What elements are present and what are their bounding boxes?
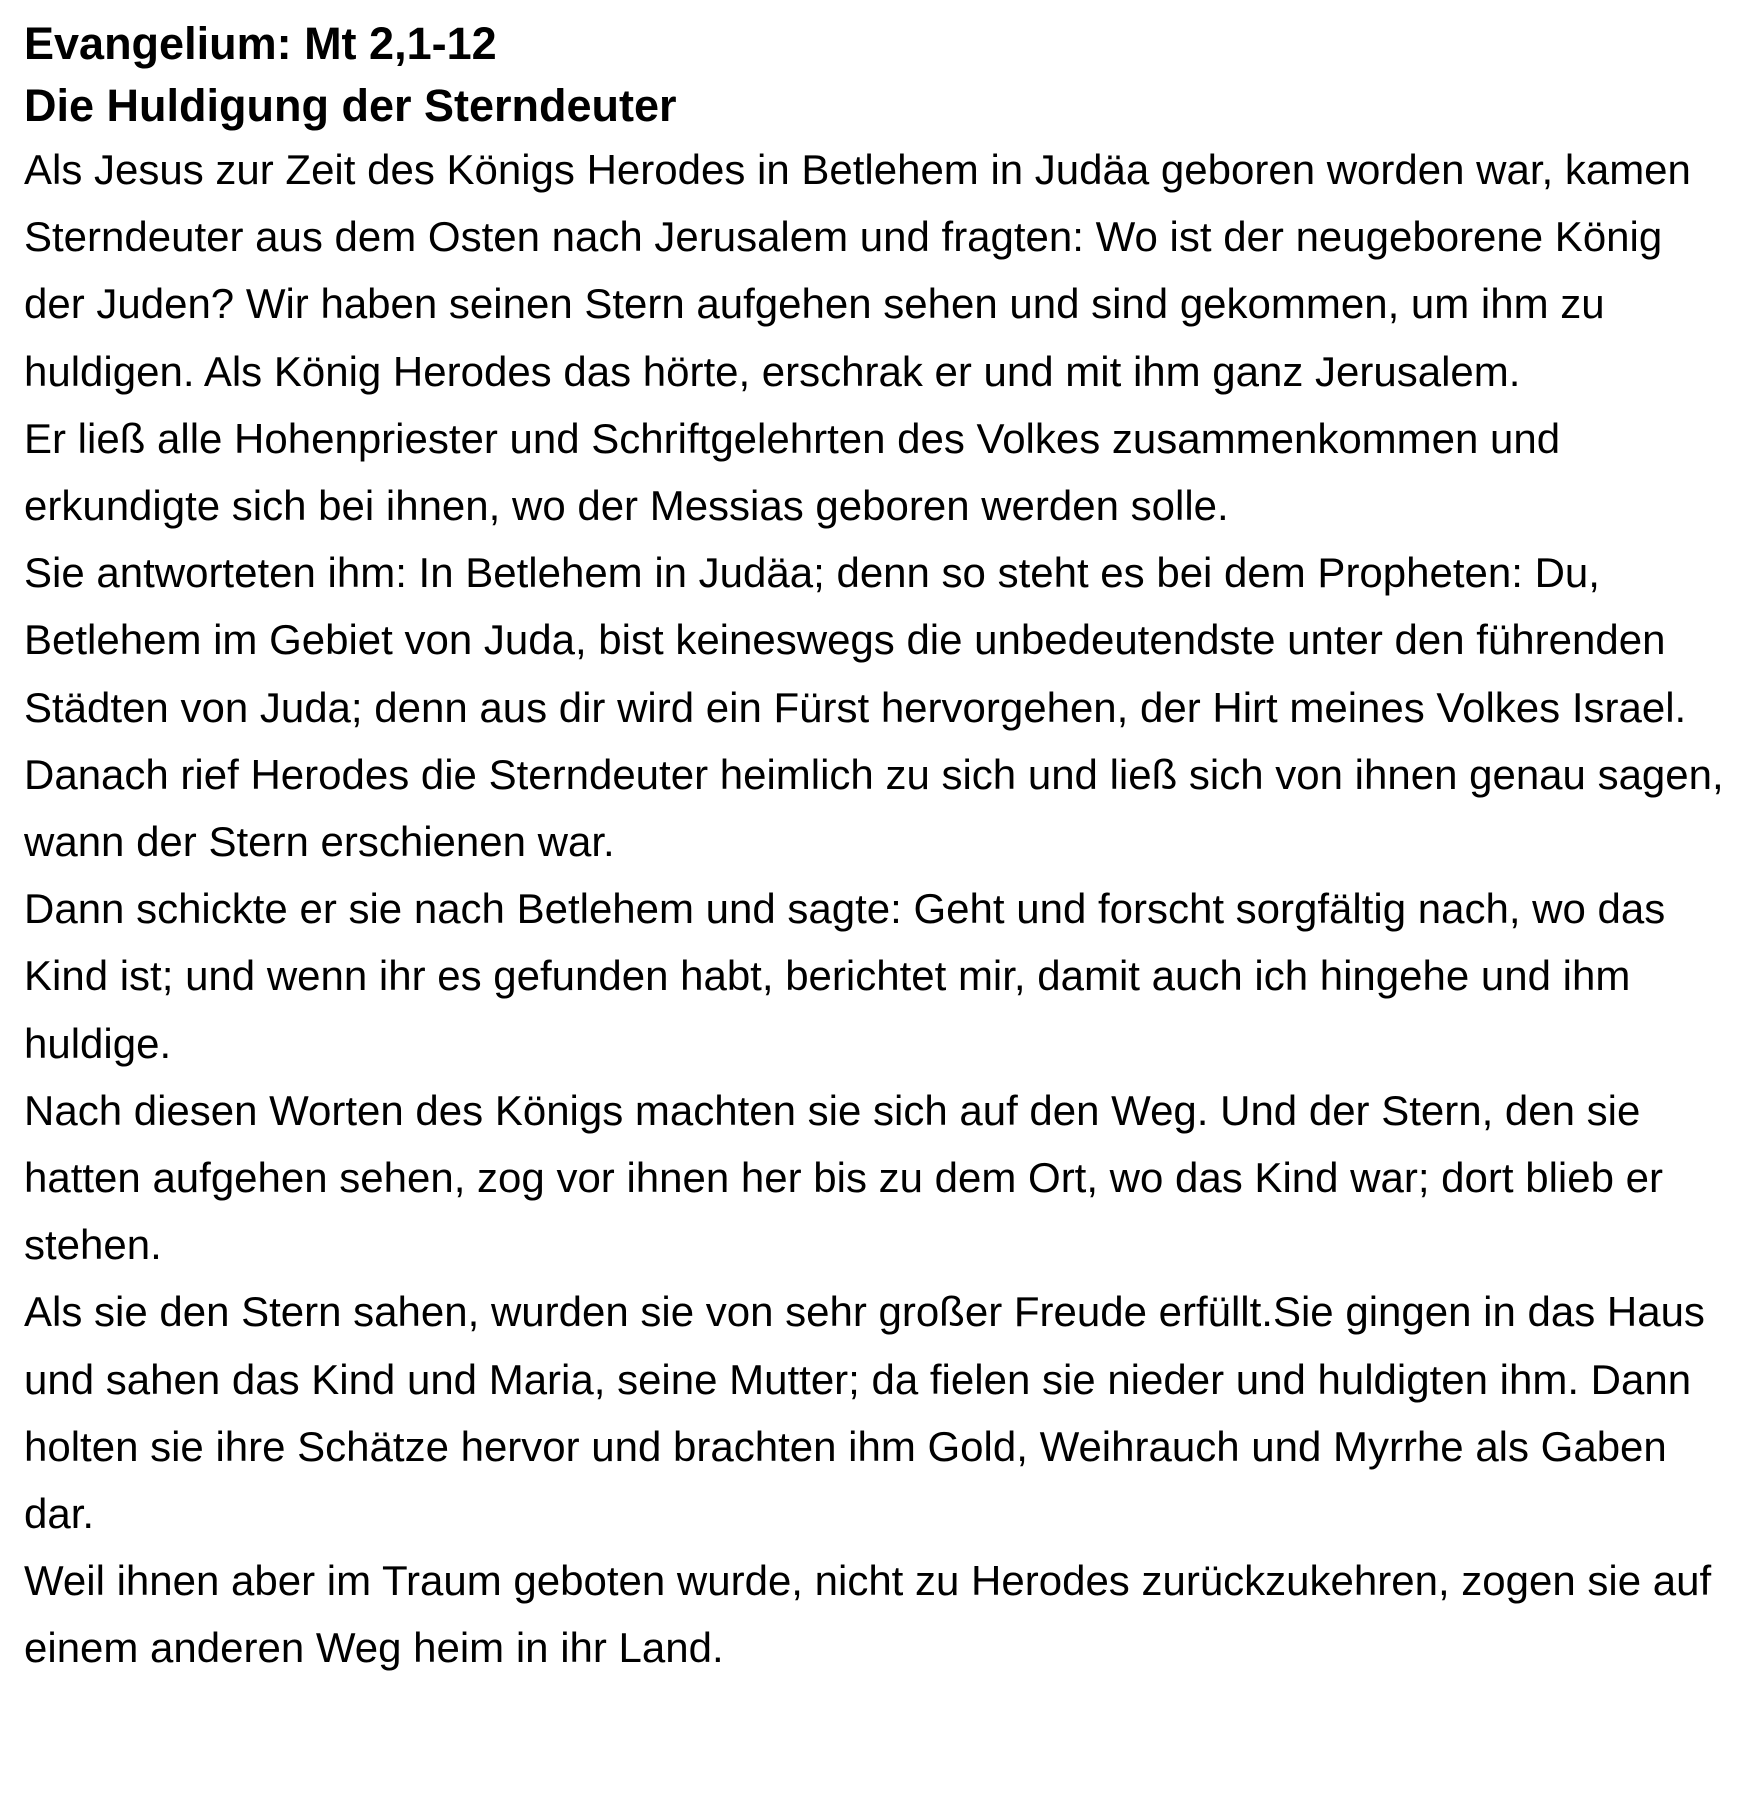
paragraph-6: Nach diesen Worten des Königs machten sie sich auf den Weg. Und der Stern, den sie hatten aufgehen sehen, zog vor ihnen her bis zu dem Ort, wo das Kind war; dort blieb er stehen.: [24, 1086, 1663, 1269]
paragraph-5: Dann schickte er sie nach Betlehem und sagte: Geht und forscht sorgfältig nach, wo das Kind ist; und wenn ihr es gefunden habt, berichtet mir, damit auch ich hingehe und ihm huldige.: [24, 885, 1666, 1067]
paragraph-3: Sie antworteten ihm: In Betlehem in Judäa; denn so steht es bei dem Propheten: Du, Betlehem im Gebiet von Juda, bist keineswegs die unbedeutendste unter den führenden Städten von Juda; denn aus dir wird ein Fürst hervorgehen, der Hirt meines Volkes Israel.: [24, 549, 1687, 731]
paragraph-8: Weil ihnen aber im Traum geboten wurde, nicht zu Herodes zurückzukehren, zogen sie auf einem anderen Weg heim in ihr Land.: [24, 1557, 1712, 1672]
reading-title: Evangelium: Mt 2,1-12: [24, 18, 497, 69]
reading-subtitle: Die Huldigung der Sterndeuter: [24, 80, 677, 131]
paragraph-7: Als sie den Stern sahen, wurden sie von sehr großer Freude erfüllt.Sie gingen in das Haus und sahen das Kind und Maria, seine Mutter; da fielen sie nieder und huldigten ihm. Dann holten sie ihre Schätze hervor und brachten ihm Gold, Weihrauch und Myrrhe als Gaben dar.: [24, 1288, 1705, 1538]
paragraph-2: Er ließ alle Hohenpriester und Schriftgelehrten des Volkes zusammenkommen und erkundigte sich bei ihnen, wo der Messias geboren werden solle.: [24, 414, 1561, 530]
paragraph-1: Als Jesus zur Zeit des Königs Herodes in Betlehem in Judäa geboren worden war, kamen Sterndeuter aus dem Osten nach Jerusalem und fragten: Wo ist der neugeborene König der Juden? Wir haben seinen Stern aufgehen sehen und sind gekommen, um ihm zu huldigen. Als König Herodes das hörte, erschrak er und mit ihm ganz Jerusalem.: [24, 146, 1691, 395]
paragraph-4: Danach rief Herodes die Sterndeuter heimlich zu sich und ließ sich von ihnen genau sagen, wann der Stern erschienen war.: [24, 750, 1724, 866]
gospel-reading: [24, 14, 1734, 1682]
